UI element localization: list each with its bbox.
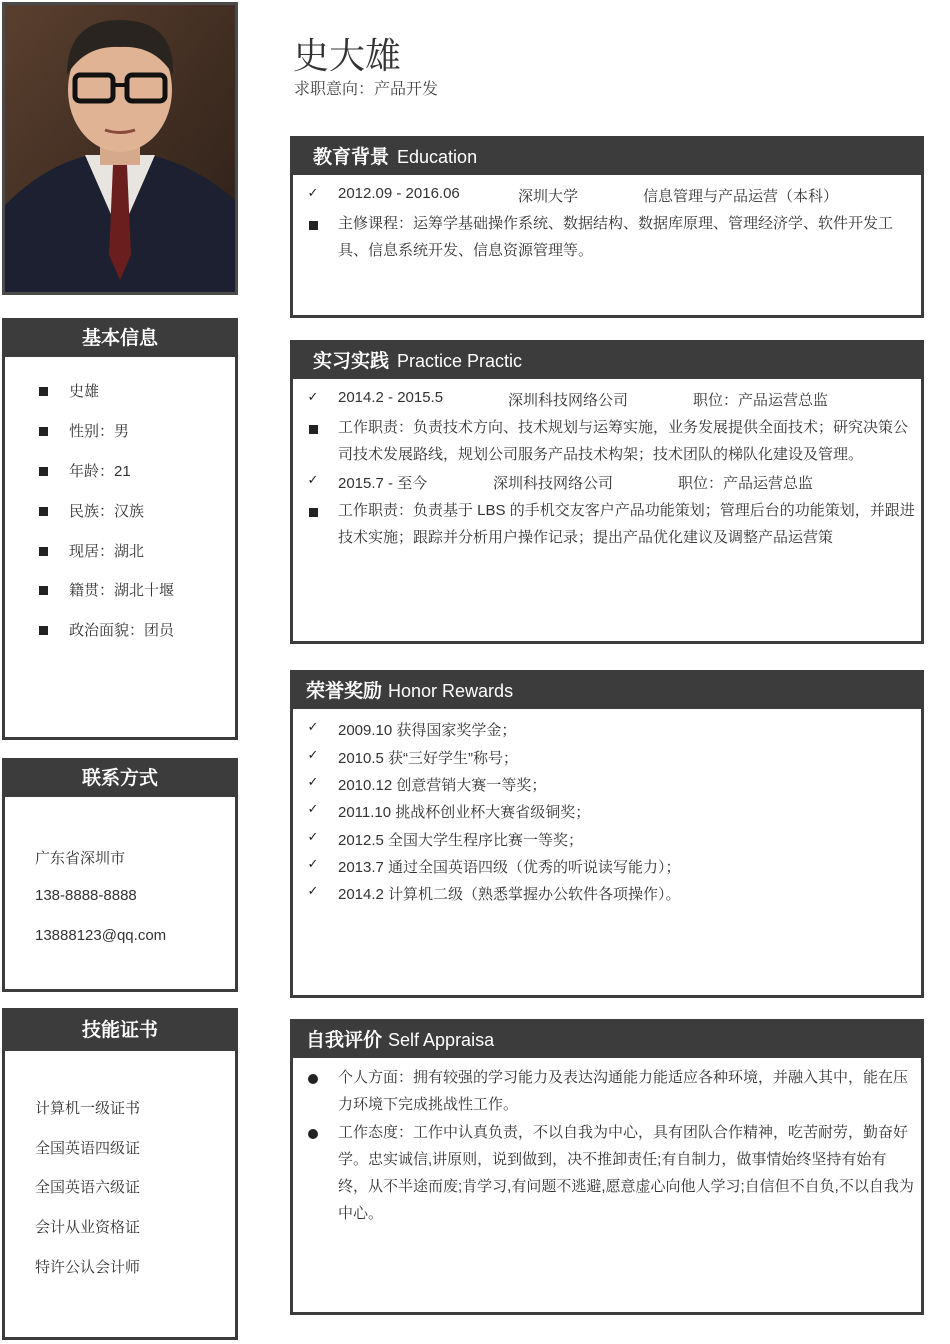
honors-title-zh: 荣誉奖励	[306, 681, 383, 702]
checkmark-icon: ✓	[307, 774, 319, 789]
checkmark-icon: ✓	[307, 719, 319, 734]
self-eval-panel	[290, 1019, 924, 1315]
bullet-square-icon	[35, 623, 51, 638]
skill-item: 全国英语四级证	[35, 1140, 141, 1157]
honors-header	[293, 673, 921, 709]
contact-title: 联系方式	[5, 761, 235, 797]
education-header	[293, 139, 921, 175]
skill-item: 特许公认会计师	[35, 1259, 141, 1276]
job-duty: 工作职责：负责技术方向、技术规划与运筹实施，业务发展提供全面技术；研究决策公司技术发展路线，规划公司服务产品技术构架；技术团队的梯队化建设及管理。	[338, 419, 909, 463]
skill-item: 全国英语六级证	[35, 1179, 141, 1196]
self-eval-attitude: 工作态度：工作中认真负责，不以自我为中心，具有团队合作精神，吃苦耐劳，勤奋好学。忠实诚信,讲原则，说到做到，决不推卸责任;有自制力，做事情始终坚持有始有终，从不半途而废;肯学习,有问题不逃避,愿意虚心向他人学习;自信但不自负,不以自我为中心。	[338, 1124, 914, 1222]
job-position: 职位：产品运营总监	[693, 392, 829, 409]
education-panel	[290, 136, 924, 318]
honor-item: 2013.7 通过全国英语四级（优秀的听说读写能力）；	[338, 859, 681, 876]
bullet-dot-icon	[305, 1127, 321, 1142]
job-company: 深圳科技网络公司	[508, 392, 629, 409]
practice-title-zh: 实习实践	[313, 351, 390, 372]
bullet-square-icon	[305, 218, 321, 233]
basic-info-residence: 现居：湖北	[69, 543, 145, 560]
honor-item: 2011.10 挑战杯创业杯大赛省级铜奖；	[338, 804, 591, 821]
contact-address: 广东省深圳市	[35, 850, 126, 867]
job-company: 深圳科技网络公司	[493, 475, 614, 492]
bullet-square-icon	[35, 384, 51, 399]
checkmark-icon: ✓	[307, 389, 319, 404]
basic-info-ethnicity: 民族：汉族	[69, 503, 145, 520]
bullet-square-icon	[305, 422, 321, 437]
job-period: 2014.2 - 2015.5	[338, 389, 444, 406]
job-objective: 求职意向：产品开发	[294, 81, 439, 98]
profile-photo	[2, 2, 238, 295]
basic-info-name: 史雄	[69, 383, 100, 400]
bullet-square-icon	[35, 544, 51, 559]
basic-info-age: 年龄：21	[69, 463, 131, 480]
basic-info-title: 基本信息	[5, 321, 235, 357]
honor-item: 2012.5 全国大学生程序比赛一等奖；	[338, 832, 584, 849]
checkmark-icon: ✓	[307, 829, 319, 844]
bullet-square-icon	[305, 505, 321, 520]
checkmark-icon: ✓	[307, 801, 319, 816]
basic-info-gender: 性别：男	[69, 423, 130, 440]
skill-item: 计算机一级证书	[35, 1100, 141, 1117]
self-eval-title-en: Self Appraisa	[388, 1030, 495, 1050]
bullet-square-icon	[35, 583, 51, 598]
contact-phone: 138-8888-8888	[35, 887, 137, 904]
honors-panel	[290, 670, 924, 998]
bullet-dot-icon	[305, 1072, 321, 1087]
bullet-square-icon	[35, 504, 51, 519]
basic-info-panel	[2, 318, 238, 740]
checkmark-icon: ✓	[307, 856, 319, 871]
basic-info-political: 政治面貌：团员	[69, 622, 175, 639]
basic-info-hometown: 籍贯：湖北十堰	[69, 582, 175, 599]
practice-title-en: Practice Practic	[397, 351, 523, 371]
candidate-name: 史大雄	[293, 35, 402, 76]
honors-title-en: Honor Rewards	[388, 681, 514, 701]
self-eval-header	[293, 1022, 921, 1058]
education-major: 信息管理与产品运营（本科）	[643, 188, 839, 205]
education-period: 2012.09 - 2016.06	[338, 185, 460, 202]
self-eval-title-zh: 自我评价	[306, 1030, 383, 1051]
skills-title: 技能证书	[5, 1011, 235, 1051]
practice-panel	[290, 340, 924, 644]
skill-item: 会计从业资格证	[35, 1219, 141, 1236]
checkmark-icon: ✓	[307, 883, 319, 898]
self-eval-personal: 个人方面：拥有较强的学习能力及表达沟通能力能适应各种环境，并融入其中，能在压力环境下完成挑战性工作。	[338, 1069, 909, 1113]
job-position: 职位：产品运营总监	[678, 475, 814, 492]
portrait-photo-icon	[5, 5, 235, 292]
education-title-zh: 教育背景	[313, 147, 390, 168]
bullet-square-icon	[35, 464, 51, 479]
practice-header	[293, 343, 921, 379]
education-courses: 主修课程：运筹学基础操作系统、数据结构、数据库原理、管理经济学、软件开发工具、信息系统开发、信息资源管理等。	[338, 215, 894, 259]
contact-panel	[2, 758, 238, 992]
checkmark-icon: ✓	[307, 185, 319, 200]
job-duty: 工作职责：负责基于 LBS 的手机交友客户产品功能策划；管理后台的功能策划，并跟进技术实施；跟踪并分析用户操作记录；提出产品优化建议及调整产品运营策	[338, 502, 915, 546]
skills-panel	[2, 1008, 238, 1340]
honor-item: 2014.2 计算机二级（熟悉掌握办公软件各项操作）。	[338, 886, 681, 903]
job-period: 2015.7 - 至今	[338, 475, 428, 492]
education-school: 深圳大学	[518, 188, 579, 205]
contact-email: 13888123@qq.com	[35, 927, 167, 944]
education-title-en: Education	[397, 147, 478, 167]
checkmark-icon: ✓	[307, 747, 319, 762]
honor-item: 2010.12 创意营销大赛一等奖；	[338, 777, 547, 794]
checkmark-icon: ✓	[307, 472, 319, 487]
honor-item: 2009.10 获得国家奖学金；	[338, 722, 517, 739]
honor-item: 2010.5 获“三好学生”称号；	[338, 750, 519, 767]
bullet-square-icon	[35, 424, 51, 439]
